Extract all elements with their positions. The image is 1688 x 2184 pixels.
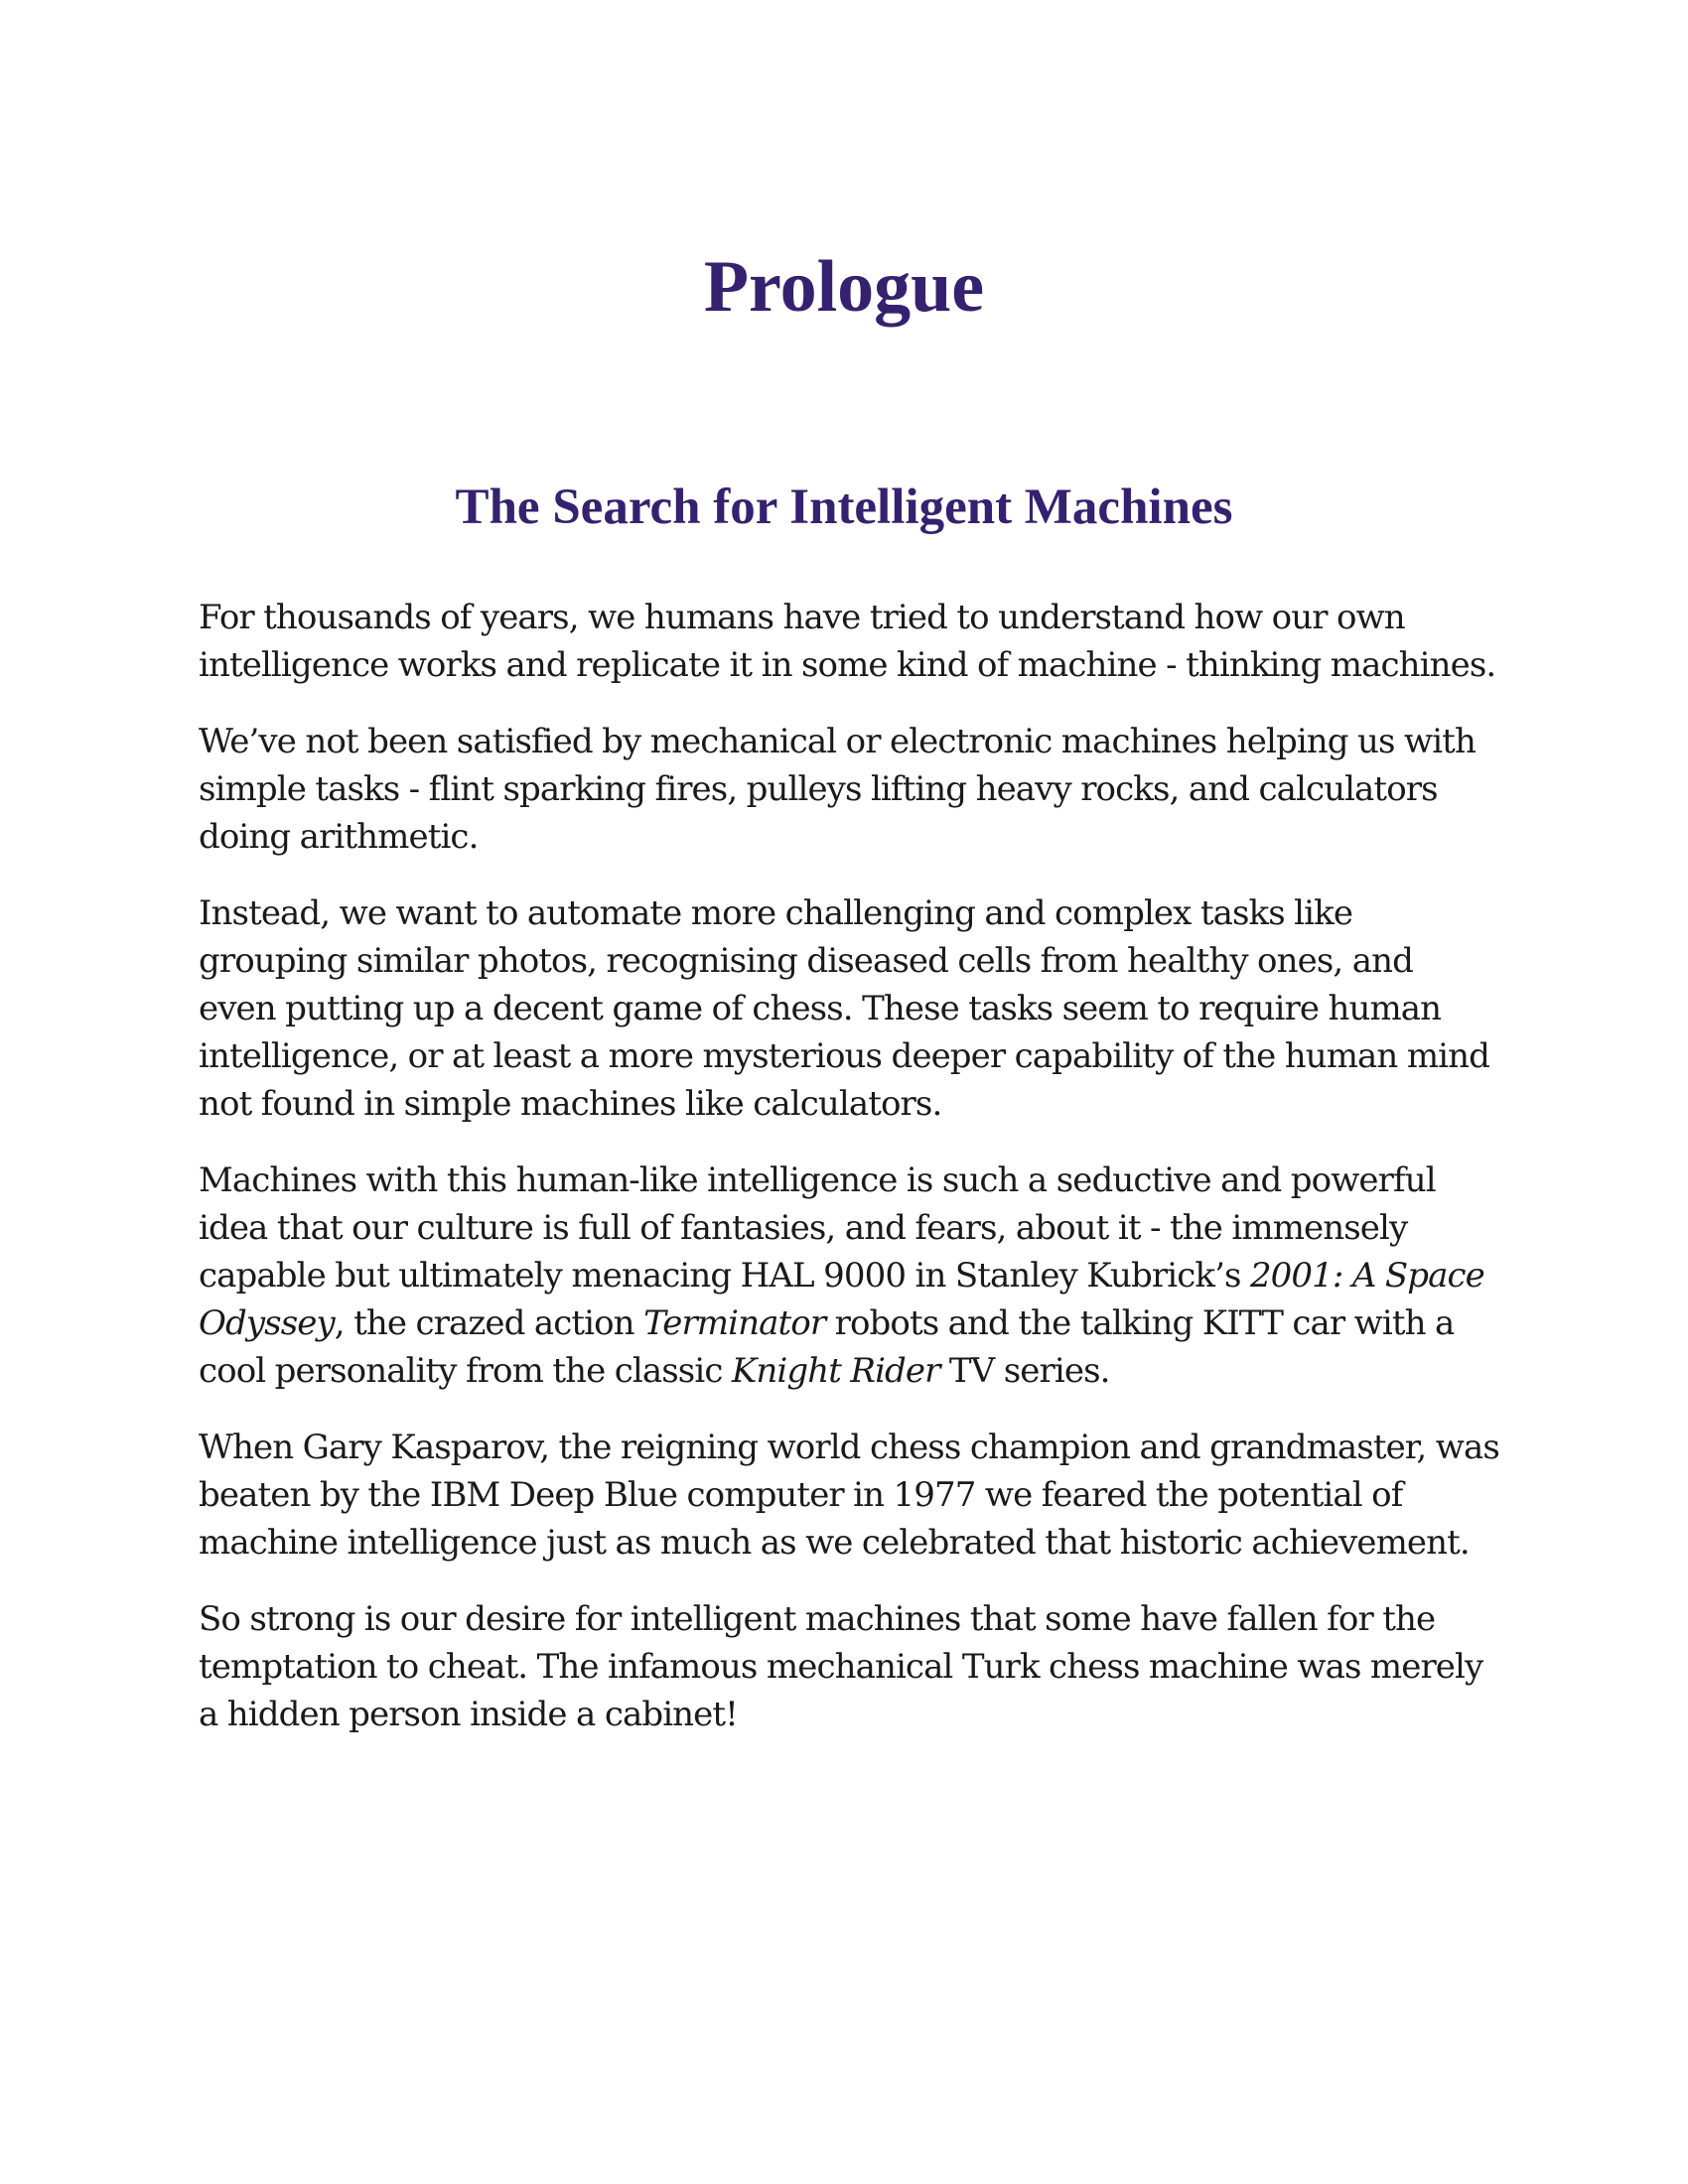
paragraph-3: Instead, we want to automate more challenging and complex tasks like grouping similar photos, recognising diseased cells from healthy ones, and even putting up a decent game of chess. These tasks seem to require human intelligence, or at least a more mysterious deeper capability of the human mind not found in simple machines like calculators. xyxy=(199,893,1490,1124)
paragraph-1: For thousands of years, we humans have tried to understand how our own intelligence works and replicate it in some kind of machine - thinking machines. xyxy=(199,598,1496,685)
chapter-title: Prologue xyxy=(703,246,985,328)
paragraph-4-text-1: Machines with this human-like intelligence is such a seductive and powerful idea that our culture is full of fantasies, and fears, about it - the immensely capable but ultimately menacing HAL 9000 in Stanley Kubrick’s xyxy=(199,1160,1436,1296)
series-title-knight-rider: Knight Rider xyxy=(731,1351,940,1391)
paragraph-4-text-3: robots and the talking KITT car with a cool personality from the classic xyxy=(199,1303,1455,1391)
paragraph-4 xyxy=(199,1157,1499,1395)
film-title-terminator: Terminator xyxy=(643,1303,826,1343)
paragraph-5: When Gary Kasparov, the reigning world chess champion and grandmaster, was beaten by the IBM Deep Blue computer in 1977 we feared the potential of machine intelligence just as much as we celebrated that historic achievement. xyxy=(199,1428,1499,1563)
paragraph-2: We’ve not been satisfied by mechanical or electronic machines helping us with simple tasks - flint sparking fires, pulleys lifting heavy rocks, and calculators doing arithmetic. xyxy=(199,722,1476,857)
body-text xyxy=(199,594,1499,1767)
paragraph-4-text-2: , the crazed action xyxy=(334,1303,644,1343)
paragraph-4-text-4: TV series. xyxy=(939,1351,1110,1391)
film-title-2001: 2001: A Space Odyssey xyxy=(199,1256,1484,1343)
section-title: The Search for Intelligent Machines xyxy=(455,479,1233,535)
paragraph-6: So strong is our desire for intelligent machines that some have fallen for the temptation to cheat. The infamous mechanical Turk chess machine was merely a hidden person inside a cabinet! xyxy=(199,1599,1483,1734)
